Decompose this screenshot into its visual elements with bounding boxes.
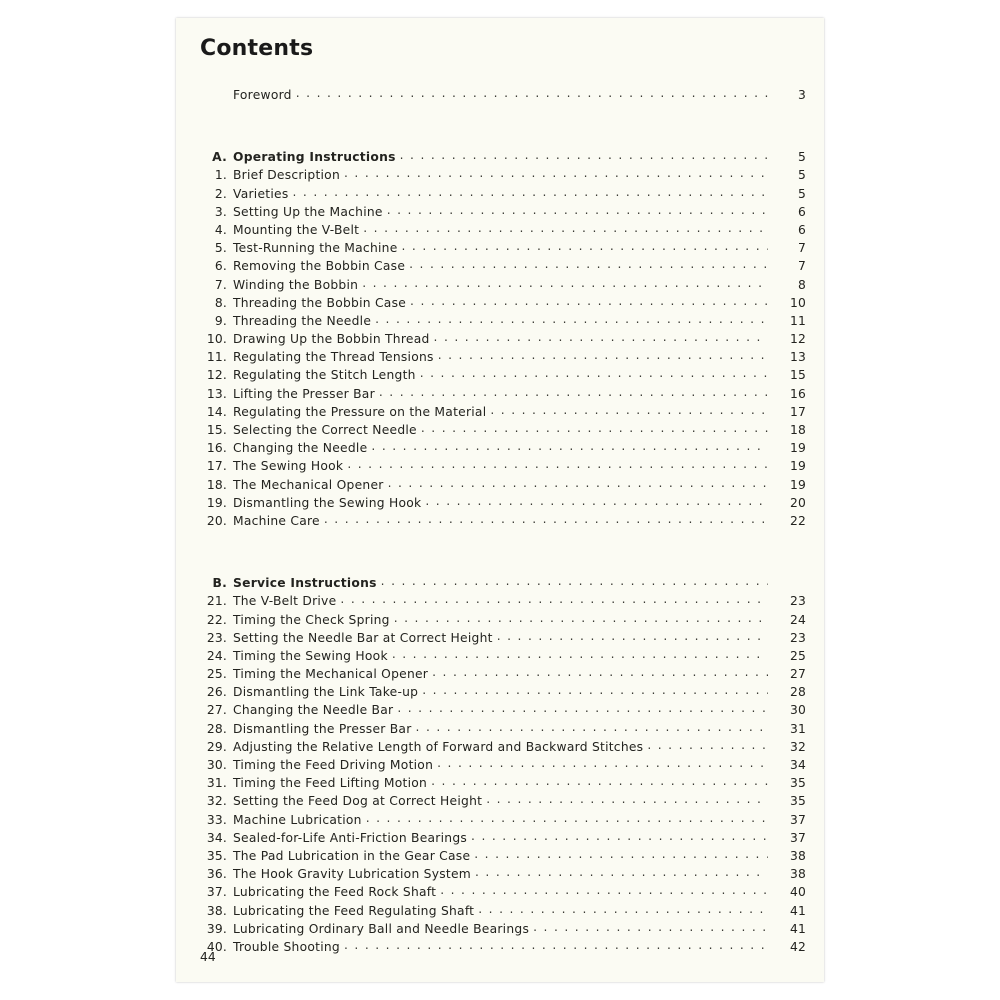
toc-entry-page: 6 bbox=[797, 222, 806, 237]
toc-entry-label: The Hook Gravity Lubrication System bbox=[233, 867, 471, 882]
footer-page-number: 44 bbox=[200, 950, 216, 964]
toc-entry-page: 25 bbox=[789, 648, 806, 663]
toc-entry-row[interactable] bbox=[200, 903, 806, 921]
page-content bbox=[200, 36, 806, 972]
toc-section-row[interactable] bbox=[200, 575, 806, 593]
toc-entry-number: 40. bbox=[206, 939, 227, 954]
toc-entry-label: Lubricating the Feed Rock Shaft bbox=[233, 885, 437, 900]
toc-entry-number: 31. bbox=[206, 776, 227, 791]
toc-leader-dots bbox=[293, 186, 769, 198]
toc-entry-row[interactable] bbox=[200, 440, 806, 458]
toc-entry-number: 15. bbox=[206, 423, 227, 437]
toc-leader-dots bbox=[296, 87, 768, 99]
toc-leader-dots bbox=[387, 204, 768, 216]
toc-leader-dots bbox=[402, 240, 768, 252]
toc-entry-number: 29. bbox=[206, 739, 227, 754]
toc-entry-page: 35 bbox=[789, 776, 806, 791]
toc-leader-dots bbox=[344, 939, 768, 951]
toc-entry-page: 31 bbox=[789, 721, 806, 736]
toc-leader-dots bbox=[432, 666, 768, 678]
toc-entry-number: 34. bbox=[206, 830, 227, 845]
toc-entry-page: 34 bbox=[789, 758, 806, 772]
toc-entry-number: 35. bbox=[206, 848, 227, 863]
toc-entry-page: 20 bbox=[789, 495, 806, 510]
toc-entry-label: Setting the Needle Bar at Correct Height bbox=[233, 630, 493, 645]
toc-leader-dots bbox=[475, 866, 768, 878]
document-page bbox=[176, 18, 824, 982]
toc-entry-row[interactable] bbox=[200, 458, 806, 476]
toc-entry-page: 24 bbox=[789, 612, 806, 627]
toc-entry-number: 7. bbox=[214, 277, 227, 292]
toc-entry-page: 12 bbox=[789, 332, 806, 347]
toc-entry-row[interactable] bbox=[200, 721, 806, 739]
toc-entry-number: 27. bbox=[206, 703, 227, 718]
toc-leader-dots bbox=[340, 593, 768, 605]
toc-entry-row[interactable] bbox=[200, 313, 806, 331]
toc-spacer bbox=[200, 531, 806, 561]
toc-entry-page: 7 bbox=[797, 241, 806, 256]
toc-leader-dots bbox=[394, 612, 768, 624]
toc-leader-dots bbox=[400, 149, 768, 161]
toc-entry-label: Dismantling the Presser Bar bbox=[233, 721, 412, 736]
toc-entry-number: 16. bbox=[206, 441, 227, 456]
page-title: Contents bbox=[200, 36, 314, 61]
toc-entry-row[interactable] bbox=[200, 222, 806, 240]
toc-leader-dots bbox=[490, 404, 768, 416]
toc-entry-label: Test-Running the Machine bbox=[233, 241, 398, 256]
toc-entry-label: Timing the Sewing Hook bbox=[233, 648, 388, 663]
toc-entry-page: 5 bbox=[797, 186, 806, 201]
toc-entry-number: 12. bbox=[206, 368, 227, 383]
toc-entry-label: Brief Description bbox=[233, 168, 340, 183]
toc-leader-dots bbox=[381, 575, 768, 587]
toc-entry-number: 3. bbox=[214, 204, 227, 219]
toc-entry-row[interactable] bbox=[200, 295, 806, 313]
toc-entry-number: 10. bbox=[206, 332, 227, 347]
toc-leader-dots bbox=[486, 793, 768, 805]
toc-entry-page: 32 bbox=[789, 739, 806, 754]
toc-entry-page: 28 bbox=[789, 685, 806, 700]
toc-entry-page: 41 bbox=[789, 903, 806, 918]
toc-entry-page: 15 bbox=[789, 368, 806, 383]
toc-entry-row[interactable] bbox=[200, 884, 806, 902]
toc-leader-dots bbox=[421, 422, 768, 434]
toc-entry-number: 25. bbox=[206, 667, 227, 682]
toc-entry-label: Machine Lubrication bbox=[233, 812, 362, 827]
toc-entry-number: 38. bbox=[206, 903, 227, 918]
toc-entry-number: 4. bbox=[214, 222, 227, 237]
toc-entry-page: 13 bbox=[789, 350, 806, 365]
toc-leader-dots bbox=[362, 277, 768, 289]
toc-entry-page: 22 bbox=[789, 513, 806, 528]
toc-entry-number: 39. bbox=[206, 921, 227, 936]
toc-entry-label: Foreword bbox=[233, 88, 292, 102]
toc-entry-page: 7 bbox=[797, 259, 806, 274]
toc-entry-label: The Pad Lubrication in the Gear Case bbox=[233, 848, 471, 863]
toc-entry-label: Lubricating the Feed Regulating Shaft bbox=[233, 903, 475, 918]
toc-entry-row[interactable] bbox=[200, 513, 806, 531]
toc-entry-number: 30. bbox=[206, 758, 227, 772]
toc-entry-number: 32. bbox=[206, 794, 227, 809]
toc-leader-dots bbox=[434, 331, 768, 343]
toc-leader-dots bbox=[440, 884, 768, 896]
toc-entry-page: 38 bbox=[789, 867, 806, 882]
toc-leader-dots bbox=[375, 313, 768, 325]
toc-entry-label: Dismantling the Sewing Hook bbox=[233, 495, 422, 510]
toc-entry-page: 6 bbox=[797, 204, 806, 219]
toc-leader-dots bbox=[347, 458, 768, 470]
toc-entry-page: 19 bbox=[789, 441, 806, 456]
toc-entry-label: Threading the Needle bbox=[233, 313, 372, 328]
toc-spacer bbox=[200, 105, 806, 135]
toc-entry-number: 36. bbox=[206, 867, 227, 882]
toc-leader-dots bbox=[422, 684, 768, 696]
toc-entry-row[interactable] bbox=[200, 775, 806, 793]
toc-entry-row[interactable] bbox=[200, 331, 806, 349]
toc-entry-row[interactable] bbox=[200, 167, 806, 185]
toc-leader-dots bbox=[371, 440, 768, 452]
toc-leader-dots bbox=[410, 295, 768, 307]
toc-leader-dots bbox=[474, 848, 768, 860]
toc-entry-number: 17. bbox=[206, 459, 227, 474]
toc-entry-label: Timing the Feed Driving Motion bbox=[233, 758, 434, 772]
toc-leader-dots bbox=[388, 477, 768, 489]
toc-entry-page: 5 bbox=[797, 168, 806, 183]
toc-entry-page: 27 bbox=[789, 667, 806, 682]
toc-leader-dots bbox=[437, 757, 768, 769]
toc-entry-label: Mounting the V-Belt bbox=[233, 222, 360, 237]
toc-entry-number: 24. bbox=[206, 648, 227, 663]
toc-entry-page: 19 bbox=[789, 477, 806, 492]
toc-entry-page: 3 bbox=[797, 88, 806, 102]
toc-entry-page: 10 bbox=[789, 295, 806, 310]
toc-entry-row[interactable] bbox=[200, 739, 806, 757]
toc-entry-row[interactable] bbox=[200, 812, 806, 830]
toc-entry-label: Selecting the Correct Needle bbox=[233, 423, 417, 437]
toc-entry-row[interactable] bbox=[200, 495, 806, 513]
toc-entry-label: Timing the Feed Lifting Motion bbox=[233, 776, 428, 791]
toc-entry-label: Threading the Bobbin Case bbox=[233, 295, 407, 310]
toc-entry-label: Setting the Feed Dog at Correct Height bbox=[233, 794, 483, 809]
toc-entry-number: 23. bbox=[206, 630, 227, 645]
toc-entry-number: 5. bbox=[214, 241, 227, 256]
toc-entry-label: Changing the Needle Bar bbox=[233, 703, 394, 718]
toc-entry-row[interactable] bbox=[200, 684, 806, 702]
toc-entry-number: 8. bbox=[214, 295, 227, 310]
toc-entry-number: 37. bbox=[206, 885, 227, 900]
toc-entry-number: 2. bbox=[214, 186, 227, 201]
toc-entry-label: Sealed-for-Life Anti-Friction Bearings bbox=[233, 830, 468, 845]
toc-entry-number: 21. bbox=[206, 594, 227, 609]
toc-entry-label: Removing the Bobbin Case bbox=[233, 259, 406, 274]
toc-entry-row[interactable] bbox=[200, 866, 806, 884]
toc-entry-number: 1. bbox=[214, 168, 227, 183]
toc-leader-dots bbox=[420, 367, 768, 379]
toc-entry-label: Operating Instructions bbox=[233, 150, 396, 165]
toc-entry-row[interactable] bbox=[200, 186, 806, 204]
toc-entry-page: 5 bbox=[797, 150, 806, 165]
toc-entry-number: 11. bbox=[206, 350, 227, 365]
toc-entry-row[interactable] bbox=[200, 793, 806, 811]
toc-entry-label: The Sewing Hook bbox=[233, 459, 344, 474]
toc-entry-page: 35 bbox=[789, 794, 806, 809]
toc-entry-row[interactable] bbox=[200, 404, 806, 422]
toc-leader-dots bbox=[324, 513, 768, 525]
toc-entry-page: 37 bbox=[789, 812, 806, 827]
toc-entry-label: Setting Up the Machine bbox=[233, 204, 383, 219]
toc-leader-dots bbox=[471, 830, 768, 842]
toc-entry-row[interactable] bbox=[200, 921, 806, 939]
toc-entry-number: 22. bbox=[206, 612, 227, 627]
toc-entry-row[interactable] bbox=[200, 87, 806, 105]
toc-leader-dots bbox=[425, 495, 768, 507]
toc-leader-dots bbox=[416, 721, 768, 733]
toc-entry-label: Regulating the Stitch Length bbox=[233, 368, 416, 383]
toc-leader-dots bbox=[392, 648, 768, 660]
toc-entry-row[interactable] bbox=[200, 477, 806, 495]
toc-leader-dots bbox=[366, 812, 768, 824]
toc-entry-row[interactable] bbox=[200, 630, 806, 648]
toc-entry-row[interactable] bbox=[200, 349, 806, 367]
toc-entry-row[interactable] bbox=[200, 757, 806, 775]
toc-leader-dots bbox=[379, 386, 768, 398]
toc-entry-label: The V-Belt Drive bbox=[233, 594, 337, 609]
toc-leader-dots bbox=[438, 349, 768, 361]
toc-entry-label: Trouble Shooting bbox=[233, 939, 340, 954]
toc-entry-row[interactable] bbox=[200, 277, 806, 295]
toc-entry-page: 38 bbox=[789, 848, 806, 863]
toc-entry-label: Lubricating Ordinary Ball and Needle Bearings bbox=[233, 921, 530, 936]
toc-entry-row[interactable] bbox=[200, 612, 806, 630]
toc-entry-label: Varieties bbox=[233, 186, 289, 201]
toc-entry-number: B. bbox=[212, 576, 227, 591]
toc-entry-number: A. bbox=[212, 150, 227, 165]
toc-entry-label: Winding the Bobbin bbox=[233, 277, 359, 292]
toc-leader-dots bbox=[409, 258, 768, 270]
toc-entry-number: 20. bbox=[206, 513, 227, 528]
toc-entry-number: 6. bbox=[214, 259, 227, 274]
toc-entry-number: 19. bbox=[206, 495, 227, 510]
toc-entry-page: 18 bbox=[789, 423, 806, 437]
toc-entry-page: 23 bbox=[789, 630, 806, 645]
toc-entry-number: 26. bbox=[206, 685, 227, 700]
toc-entry-label: Dismantling the Link Take-up bbox=[233, 685, 419, 700]
toc-entry-label: Timing the Mechanical Opener bbox=[233, 667, 429, 682]
toc-entry-row[interactable] bbox=[200, 666, 806, 684]
toc-entry-label: Regulating the Thread Tensions bbox=[233, 350, 434, 365]
toc-entry-row[interactable] bbox=[200, 848, 806, 866]
toc-leader-dots bbox=[647, 739, 768, 751]
toc-leader-dots bbox=[431, 775, 768, 787]
toc-entry-row[interactable] bbox=[200, 386, 806, 404]
toc-entry-row[interactable] bbox=[200, 258, 806, 276]
toc-entry-number: 18. bbox=[206, 477, 227, 492]
toc-entry-number: 13. bbox=[206, 386, 227, 401]
toc-entry-number: 28. bbox=[206, 721, 227, 736]
toc-leader-dots bbox=[478, 903, 768, 915]
toc-entry-label: Regulating the Pressure on the Material bbox=[233, 404, 487, 419]
toc-entry-row[interactable] bbox=[200, 702, 806, 720]
toc-entry-page: 8 bbox=[797, 277, 806, 292]
toc-entry-number: 9. bbox=[214, 313, 227, 328]
toc-entry-label: Adjusting the Relative Length of Forward and Backward Stitches bbox=[233, 739, 644, 754]
toc-entry-label: Changing the Needle bbox=[233, 441, 368, 456]
toc-entry-page: 17 bbox=[789, 404, 806, 419]
toc-entry-row[interactable] bbox=[200, 939, 806, 957]
toc-entry-row[interactable] bbox=[200, 593, 806, 611]
toc-entry-number: 14. bbox=[206, 404, 227, 419]
toc-entry-page: 19 bbox=[789, 459, 806, 474]
toc-entry-page: 41 bbox=[789, 921, 806, 936]
toc-section-row[interactable] bbox=[200, 149, 806, 167]
toc-entry-row[interactable] bbox=[200, 648, 806, 666]
toc-entry-label: Drawing Up the Bobbin Thread bbox=[233, 332, 430, 347]
table-of-contents bbox=[200, 87, 806, 957]
toc-entry-row[interactable] bbox=[200, 422, 806, 440]
toc-entry-row[interactable] bbox=[200, 240, 806, 258]
toc-entry-label: Lifting the Presser Bar bbox=[233, 386, 375, 401]
toc-entry-label: The Mechanical Opener bbox=[233, 477, 384, 492]
toc-leader-dots bbox=[497, 630, 768, 642]
toc-entry-row[interactable] bbox=[200, 204, 806, 222]
toc-leader-dots bbox=[344, 167, 768, 179]
toc-leader-dots bbox=[533, 921, 768, 933]
toc-entry-row[interactable] bbox=[200, 830, 806, 848]
toc-entry-page: 30 bbox=[789, 703, 806, 718]
toc-entry-label: Timing the Check Spring bbox=[233, 612, 390, 627]
toc-entry-page: 23 bbox=[789, 594, 806, 609]
toc-entry-page: 16 bbox=[789, 386, 806, 401]
toc-entry-page: 42 bbox=[789, 939, 806, 954]
toc-entry-number: 33. bbox=[206, 812, 227, 827]
toc-entry-label: Machine Care bbox=[233, 513, 320, 528]
toc-entry-row[interactable] bbox=[200, 367, 806, 385]
toc-entry-label: Service Instructions bbox=[233, 576, 377, 591]
toc-entry-page: 40 bbox=[789, 885, 806, 900]
toc-entry-page: 37 bbox=[789, 830, 806, 845]
toc-entry-page: 11 bbox=[789, 313, 806, 328]
toc-leader-dots bbox=[397, 702, 768, 714]
toc-leader-dots bbox=[363, 222, 768, 234]
